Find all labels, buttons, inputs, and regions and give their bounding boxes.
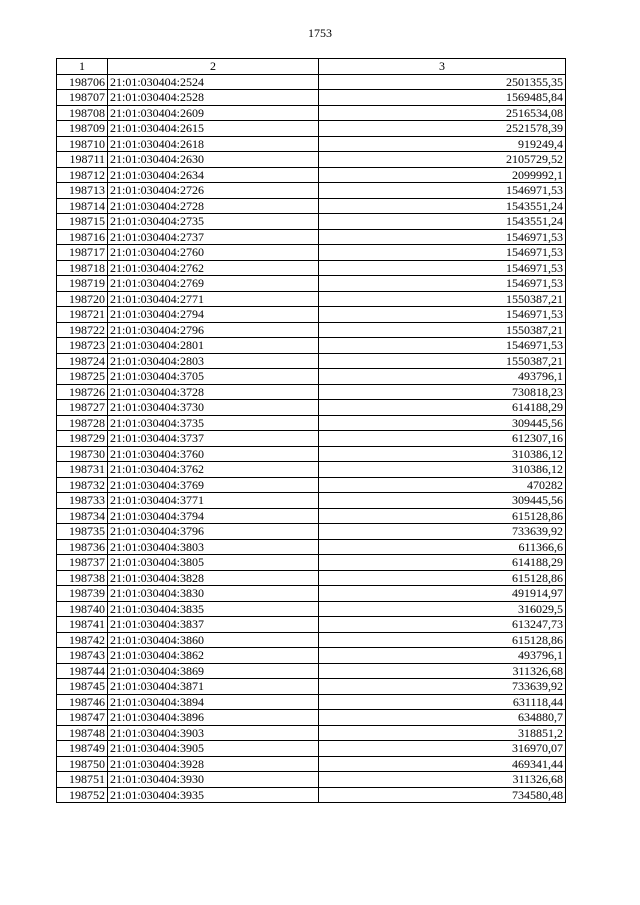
table-row [57, 307, 566, 323]
table-row [57, 741, 566, 757]
table-row [57, 369, 566, 385]
cadastral-number-cell: 21:01:030404:3794 [108, 508, 319, 524]
cadastral-value-cell: 1546971,53 [319, 276, 566, 292]
cadastral-value-cell: 1546971,53 [319, 229, 566, 245]
cadastral-number-cell: 21:01:030404:3828 [108, 570, 319, 586]
row-number-cell: 198718 [57, 260, 108, 276]
cadastral-value-cell: 316970,07 [319, 741, 566, 757]
table-row [57, 493, 566, 509]
cadastral-value-cell: 493796,1 [319, 648, 566, 664]
cadastral-value-cell: 2501355,35 [319, 74, 566, 90]
table-row [57, 322, 566, 338]
cadastral-number-cell: 21:01:030404:2735 [108, 214, 319, 230]
cadastral-number-cell: 21:01:030404:2528 [108, 90, 319, 106]
table-row [57, 446, 566, 462]
table-row [57, 632, 566, 648]
cadastral-value-cell: 634880,7 [319, 710, 566, 726]
row-number-cell: 198724 [57, 353, 108, 369]
row-number-cell: 198737 [57, 555, 108, 571]
cadastral-number-cell: 21:01:030404:3869 [108, 663, 319, 679]
table-row [57, 679, 566, 695]
cadastral-number-cell: 21:01:030404:3860 [108, 632, 319, 648]
row-number-cell: 198736 [57, 539, 108, 555]
table-row [57, 260, 566, 276]
cadastral-number-cell: 21:01:030404:3737 [108, 431, 319, 447]
cadastral-number-cell: 21:01:030404:3730 [108, 400, 319, 416]
table-row [57, 555, 566, 571]
row-number-cell: 198742 [57, 632, 108, 648]
column-header-3: 3 [319, 59, 566, 75]
cadastral-value-cell: 1550387,21 [319, 291, 566, 307]
cadastral-value-cell: 318851,2 [319, 725, 566, 741]
cadastral-value-cell: 612307,16 [319, 431, 566, 447]
row-number-cell: 198732 [57, 477, 108, 493]
cadastral-value-cell: 733639,92 [319, 524, 566, 540]
row-number-cell: 198752 [57, 787, 108, 803]
cadastral-number-cell: 21:01:030404:2796 [108, 322, 319, 338]
cadastral-number-cell: 21:01:030404:3728 [108, 384, 319, 400]
cadastral-value-cell: 734580,48 [319, 787, 566, 803]
row-number-cell: 198751 [57, 772, 108, 788]
row-number-cell: 198744 [57, 663, 108, 679]
row-number-cell: 198741 [57, 617, 108, 633]
table-row [57, 508, 566, 524]
table-row [57, 198, 566, 214]
table-header [57, 59, 566, 75]
cadastral-number-cell: 21:01:030404:3905 [108, 741, 319, 757]
cadastral-value-cell: 730818,23 [319, 384, 566, 400]
header-row [57, 59, 566, 75]
cadastral-number-cell: 21:01:030404:3862 [108, 648, 319, 664]
cadastral-value-cell: 309445,56 [319, 415, 566, 431]
cadastral-number-cell: 21:01:030404:2769 [108, 276, 319, 292]
table-row [57, 90, 566, 106]
row-number-cell: 198726 [57, 384, 108, 400]
row-number-cell: 198717 [57, 245, 108, 261]
cadastral-value-cell: 1546971,53 [319, 307, 566, 323]
cadastral-number-cell: 21:01:030404:3903 [108, 725, 319, 741]
table-row [57, 415, 566, 431]
cadastral-number-cell: 21:01:030404:3928 [108, 756, 319, 772]
row-number-cell: 198727 [57, 400, 108, 416]
table-row [57, 787, 566, 803]
cadastral-value-cell: 615128,86 [319, 508, 566, 524]
row-number-cell: 198743 [57, 648, 108, 664]
table-row [57, 756, 566, 772]
page-number: 1753 [308, 26, 332, 40]
cadastral-number-cell: 21:01:030404:3760 [108, 446, 319, 462]
cadastral-value-cell: 491914,97 [319, 586, 566, 602]
cadastral-number-cell: 21:01:030404:3803 [108, 539, 319, 555]
cadastral-value-cell: 615128,86 [319, 632, 566, 648]
cadastral-value-cell: 631118,44 [319, 694, 566, 710]
cadastral-number-cell: 21:01:030404:3830 [108, 586, 319, 602]
table-row [57, 74, 566, 90]
row-number-cell: 198749 [57, 741, 108, 757]
cadastral-number-cell: 21:01:030404:2762 [108, 260, 319, 276]
row-number-cell: 198730 [57, 446, 108, 462]
cadastral-value-cell: 733639,92 [319, 679, 566, 695]
cadastral-value-cell: 1546971,53 [319, 338, 566, 354]
table-row [57, 183, 566, 199]
table-row [57, 121, 566, 137]
cadastral-value-cell: 1550387,21 [319, 322, 566, 338]
row-number-cell: 198735 [57, 524, 108, 540]
cadastral-number-cell: 21:01:030404:3896 [108, 710, 319, 726]
table-row [57, 214, 566, 230]
cadastral-value-cell: 613247,73 [319, 617, 566, 633]
table-row [57, 245, 566, 261]
cadastral-value-cell: 470282 [319, 477, 566, 493]
cadastral-value-cell: 1569485,84 [319, 90, 566, 106]
row-number-cell: 198733 [57, 493, 108, 509]
row-number-cell: 198720 [57, 291, 108, 307]
cadastral-number-cell: 21:01:030404:2801 [108, 338, 319, 354]
row-number-cell: 198725 [57, 369, 108, 385]
table-row [57, 586, 566, 602]
cadastral-value-cell: 615128,86 [319, 570, 566, 586]
table-row [57, 338, 566, 354]
row-number-cell: 198715 [57, 214, 108, 230]
row-number-cell: 198706 [57, 74, 108, 90]
table-row [57, 477, 566, 493]
cadastral-number-cell: 21:01:030404:3894 [108, 694, 319, 710]
cadastral-number-cell: 21:01:030404:3930 [108, 772, 319, 788]
table-row [57, 539, 566, 555]
cadastral-number-cell: 21:01:030404:2794 [108, 307, 319, 323]
table-row [57, 663, 566, 679]
cadastral-value-cell: 2521578,39 [319, 121, 566, 137]
cadastral-number-cell: 21:01:030404:3805 [108, 555, 319, 571]
cadastral-value-cell: 919249,4 [319, 136, 566, 152]
cadastral-number-cell: 21:01:030404:3705 [108, 369, 319, 385]
cadastral-value-cell: 1546971,53 [319, 245, 566, 261]
row-number-cell: 198710 [57, 136, 108, 152]
row-number-cell: 198734 [57, 508, 108, 524]
column-header-1: 1 [57, 59, 108, 75]
cadastral-number-cell: 21:01:030404:2726 [108, 183, 319, 199]
row-number-cell: 198723 [57, 338, 108, 354]
table-row [57, 570, 566, 586]
cadastral-number-cell: 21:01:030404:3735 [108, 415, 319, 431]
row-number-cell: 198746 [57, 694, 108, 710]
cadastral-number-cell: 21:01:030404:3769 [108, 477, 319, 493]
cadastral-value-cell: 1546971,53 [319, 183, 566, 199]
cadastral-number-cell: 21:01:030404:3935 [108, 787, 319, 803]
cadastral-number-cell: 21:01:030404:2771 [108, 291, 319, 307]
cadastral-value-cell: 614188,29 [319, 400, 566, 416]
cadastral-value-cell: 469341,44 [319, 756, 566, 772]
row-number-cell: 198739 [57, 586, 108, 602]
table-row [57, 384, 566, 400]
row-number-cell: 198713 [57, 183, 108, 199]
cadastral-number-cell: 21:01:030404:2615 [108, 121, 319, 137]
table-row [57, 462, 566, 478]
table-row [57, 276, 566, 292]
cadastral-value-cell: 1543551,24 [319, 214, 566, 230]
table-row [57, 694, 566, 710]
table-row [57, 229, 566, 245]
cadastral-number-cell: 21:01:030404:2760 [108, 245, 319, 261]
cadastral-value-cell: 1550387,21 [319, 353, 566, 369]
row-number-cell: 198740 [57, 601, 108, 617]
table-row [57, 136, 566, 152]
cadastral-number-cell: 21:01:030404:2728 [108, 198, 319, 214]
cadastral-number-cell: 21:01:030404:2634 [108, 167, 319, 183]
row-number-cell: 198750 [57, 756, 108, 772]
row-number-cell: 198711 [57, 152, 108, 168]
cadastral-value-cell: 2516534,08 [319, 105, 566, 121]
cadastral-value-cell: 310386,12 [319, 462, 566, 478]
cadastral-number-cell: 21:01:030404:3796 [108, 524, 319, 540]
cadastral-number-cell: 21:01:030404:2609 [108, 105, 319, 121]
table-row [57, 710, 566, 726]
table-row [57, 601, 566, 617]
cadastral-number-cell: 21:01:030404:3771 [108, 493, 319, 509]
cadastral-value-cell: 309445,56 [319, 493, 566, 509]
row-number-cell: 198748 [57, 725, 108, 741]
cadastral-value-cell: 1546971,53 [319, 260, 566, 276]
cadastral-number-cell: 21:01:030404:2618 [108, 136, 319, 152]
table-row [57, 725, 566, 741]
column-header-2: 2 [108, 59, 319, 75]
cadastral-number-cell: 21:01:030404:3835 [108, 601, 319, 617]
cadastral-value-cell: 611366,6 [319, 539, 566, 555]
cadastral-number-cell: 21:01:030404:2737 [108, 229, 319, 245]
cadastral-value-table [56, 58, 566, 803]
table-row [57, 617, 566, 633]
row-number-cell: 198709 [57, 121, 108, 137]
cadastral-value-cell: 2099992,1 [319, 167, 566, 183]
row-number-cell: 198719 [57, 276, 108, 292]
cadastral-number-cell: 21:01:030404:2630 [108, 152, 319, 168]
row-number-cell: 198731 [57, 462, 108, 478]
table-row [57, 291, 566, 307]
row-number-cell: 198728 [57, 415, 108, 431]
row-number-cell: 198707 [57, 90, 108, 106]
table-row [57, 353, 566, 369]
cadastral-value-cell: 316029,5 [319, 601, 566, 617]
table-row [57, 400, 566, 416]
table-body [57, 74, 566, 803]
table-row [57, 431, 566, 447]
cadastral-value-cell: 1543551,24 [319, 198, 566, 214]
row-number-cell: 198712 [57, 167, 108, 183]
table-row [57, 152, 566, 168]
row-number-cell: 198745 [57, 679, 108, 695]
cadastral-number-cell: 21:01:030404:3871 [108, 679, 319, 695]
cadastral-value-cell: 493796,1 [319, 369, 566, 385]
table-row [57, 772, 566, 788]
row-number-cell: 198738 [57, 570, 108, 586]
row-number-cell: 198716 [57, 229, 108, 245]
row-number-cell: 198708 [57, 105, 108, 121]
table-row [57, 524, 566, 540]
cadastral-number-cell: 21:01:030404:2524 [108, 74, 319, 90]
cadastral-number-cell: 21:01:030404:3762 [108, 462, 319, 478]
cadastral-value-cell: 311326,68 [319, 663, 566, 679]
cadastral-value-cell: 2105729,52 [319, 152, 566, 168]
row-number-cell: 198747 [57, 710, 108, 726]
cadastral-value-cell: 310386,12 [319, 446, 566, 462]
table-row [57, 105, 566, 121]
cadastral-value-cell: 614188,29 [319, 555, 566, 571]
row-number-cell: 198722 [57, 322, 108, 338]
cadastral-number-cell: 21:01:030404:2803 [108, 353, 319, 369]
table-row [57, 648, 566, 664]
row-number-cell: 198714 [57, 198, 108, 214]
row-number-cell: 198729 [57, 431, 108, 447]
table-row [57, 167, 566, 183]
cadastral-value-cell: 311326,68 [319, 772, 566, 788]
row-number-cell: 198721 [57, 307, 108, 323]
cadastral-number-cell: 21:01:030404:3837 [108, 617, 319, 633]
